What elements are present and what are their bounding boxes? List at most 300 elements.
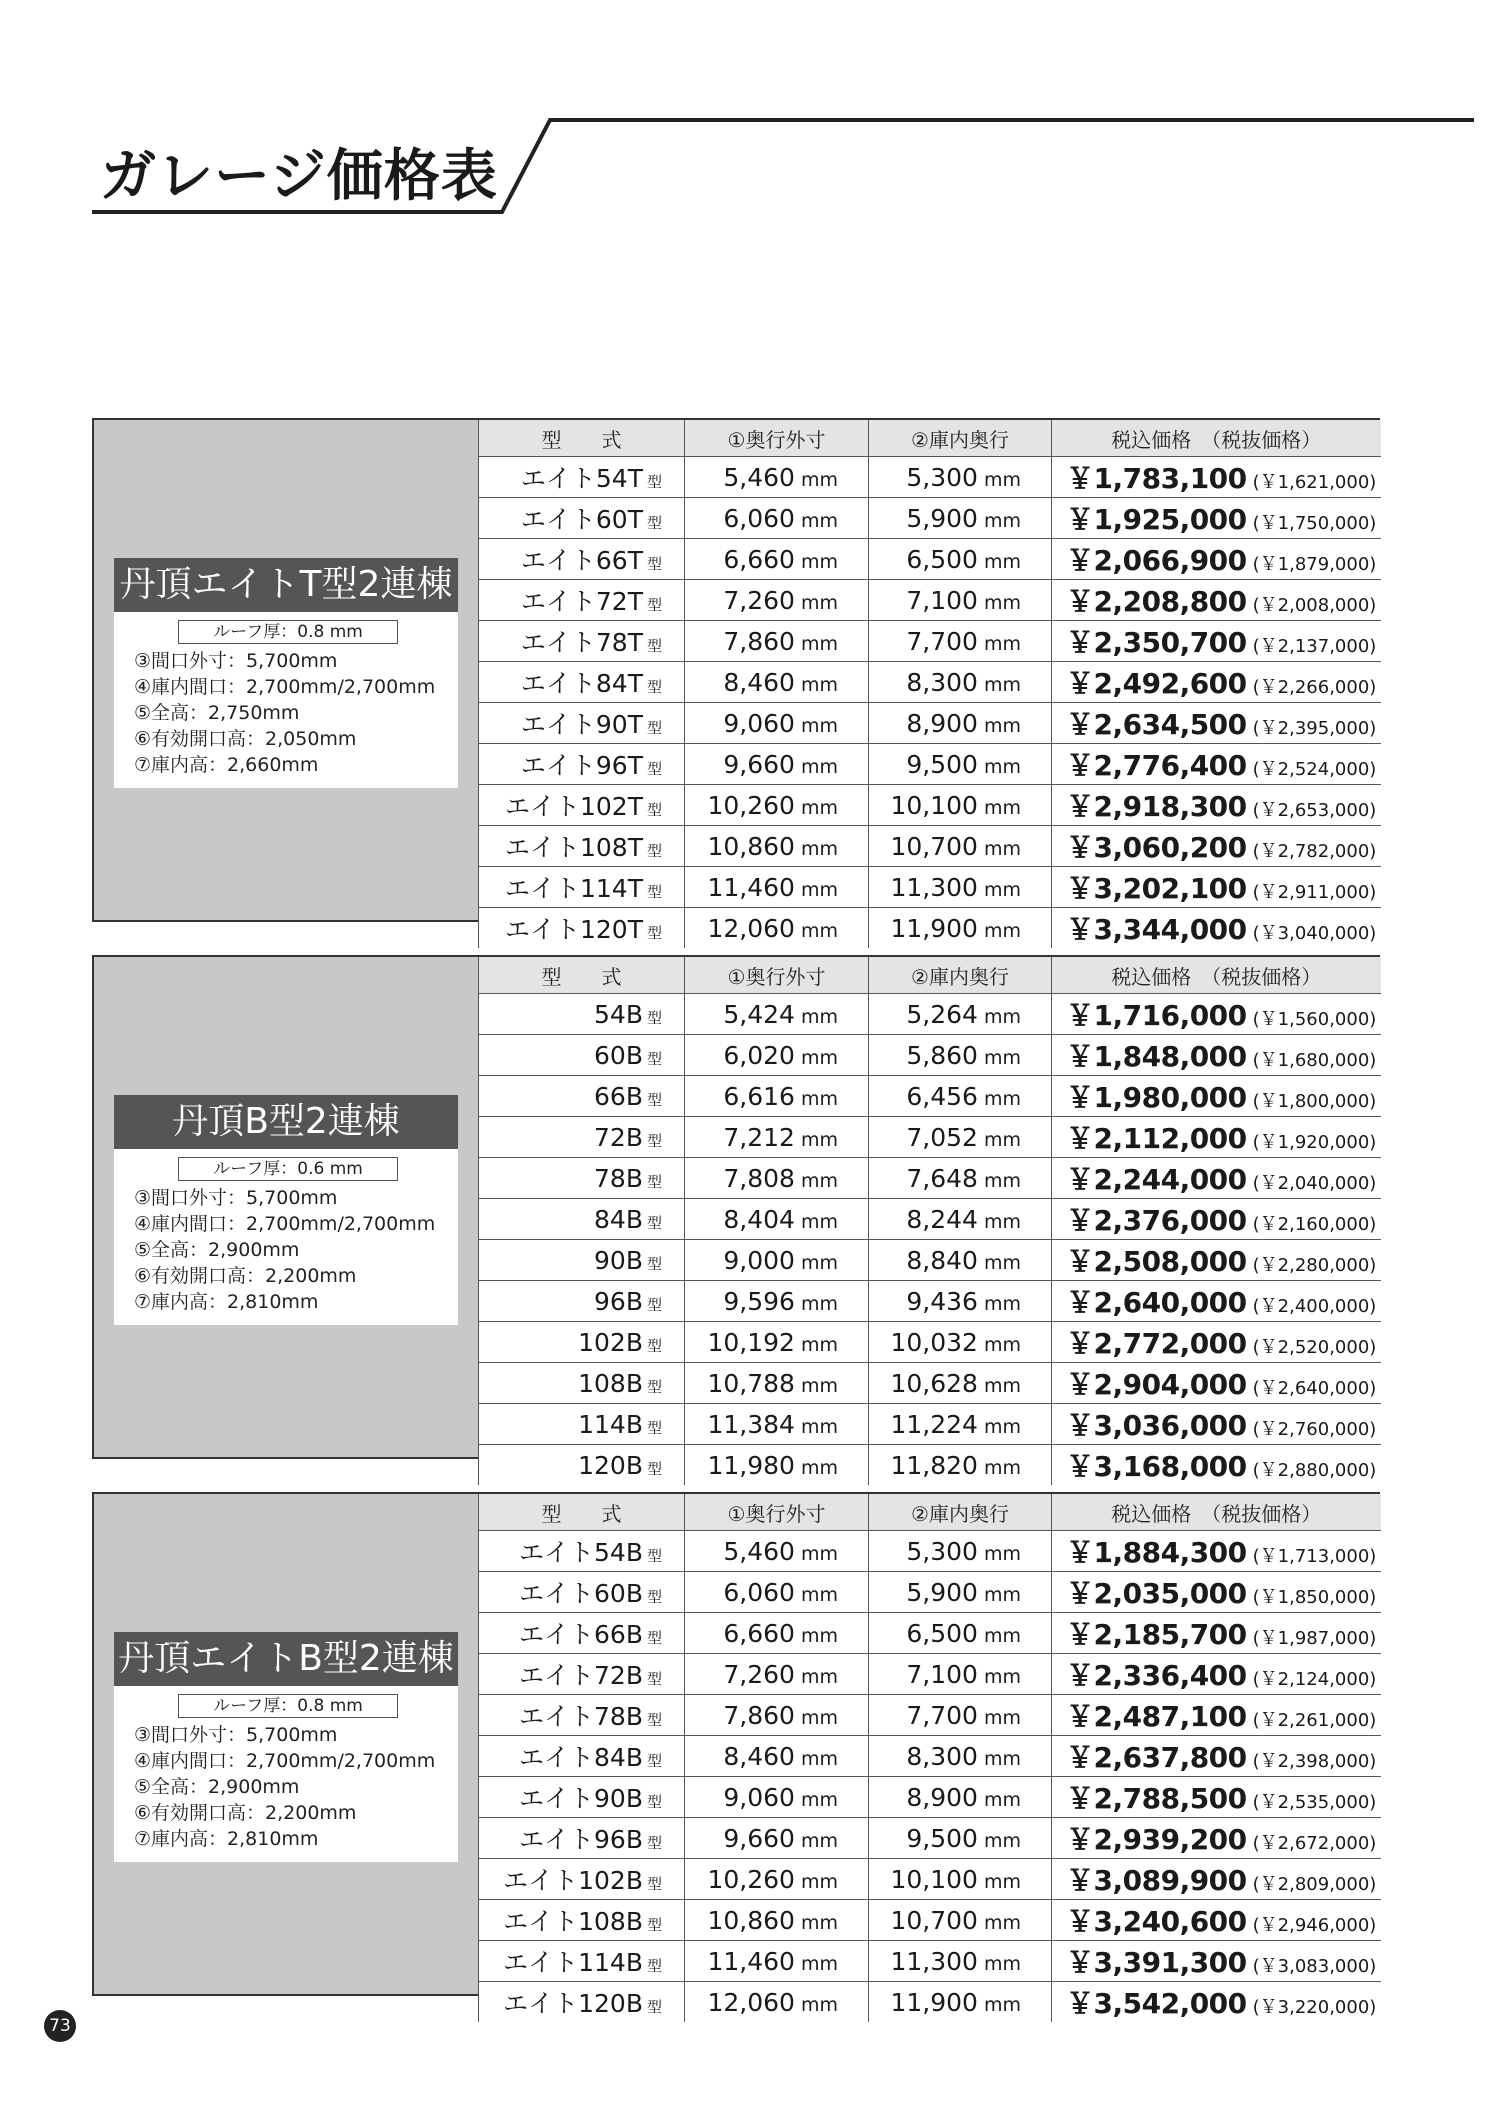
- unit-label: mm: [983, 919, 1021, 942]
- price-table: [478, 1494, 1381, 2022]
- outer-depth-value: 9,060: [723, 708, 795, 738]
- inner-depth-value: 11,300: [890, 872, 978, 902]
- price-excl-tax: (￥2,160,000): [1252, 1214, 1377, 1235]
- inner-depth-value: 10,700: [890, 1905, 978, 1935]
- inner-depth-value: 7,100: [906, 585, 978, 615]
- model-cell: [479, 1240, 685, 1281]
- inner-depth-value: 8,244: [906, 1204, 978, 1234]
- table-row: [479, 1158, 1381, 1199]
- price-excl-tax: (￥2,911,000): [1252, 882, 1377, 903]
- model-cell: [479, 1158, 685, 1199]
- table-row: [479, 662, 1381, 703]
- model-suffix: 型: [646, 883, 662, 901]
- spec-line: ④庫内間口：2,700mm/2,700mm: [134, 676, 436, 698]
- table-row: [479, 580, 1381, 621]
- price-excl-tax: (￥2,880,000): [1252, 1460, 1377, 1481]
- outer-depth-cell: [685, 1322, 869, 1363]
- spec-line: ⑥有効開口高：2,200mm: [134, 1802, 357, 1824]
- outer-depth-cell: [685, 1363, 869, 1404]
- price-cell: [1052, 1158, 1381, 1199]
- price-excl-tax: (￥1,750,000): [1252, 513, 1377, 534]
- price-incl-tax: ￥2,788,500: [1066, 1782, 1247, 1815]
- unit-label: mm: [800, 509, 838, 532]
- price-excl-tax: (￥2,524,000): [1252, 759, 1377, 780]
- unit-label: mm: [983, 1829, 1021, 1852]
- spec-line: ⑤全高：2,900mm: [134, 1776, 300, 1798]
- inner-depth-value: 10,100: [890, 790, 978, 820]
- outer-depth-value: 9,660: [723, 1823, 795, 1853]
- outer-depth-cell: [685, 621, 869, 662]
- inner-depth-cell: [869, 1158, 1052, 1199]
- outer-depth-cell: [685, 785, 869, 826]
- spec-line: ⑦庫内高：2,810mm: [134, 1291, 319, 1313]
- price-cell: [1052, 1199, 1381, 1240]
- table-row: [479, 621, 1381, 662]
- model-cell: [479, 539, 685, 580]
- outer-depth-cell: [685, 703, 869, 744]
- model-name: エイト84B: [519, 1743, 643, 1772]
- page-number: 73: [44, 2010, 76, 2042]
- unit-label: mm: [983, 1046, 1021, 1069]
- header-outer-depth: ①奥行外寸: [685, 957, 869, 994]
- model-series-title: 丹頂B型2連棟: [114, 1095, 458, 1149]
- inner-depth-cell: [869, 1777, 1052, 1818]
- unit-label: mm: [983, 1292, 1021, 1315]
- model-suffix: 型: [646, 1459, 662, 1478]
- table-row: [479, 703, 1381, 744]
- spec-line: ④庫内間口：2,700mm/2,700mm: [134, 1750, 436, 1772]
- price-excl-tax: (￥2,640,000): [1252, 1378, 1377, 1399]
- outer-depth-cell: [685, 1818, 869, 1859]
- price-cell: [1052, 662, 1381, 703]
- outer-depth-value: 6,060: [723, 1577, 795, 1607]
- model-cell: [479, 826, 685, 867]
- price-incl-tax: ￥2,508,000: [1066, 1245, 1247, 1278]
- page-title: ガレージ価格表: [100, 144, 498, 209]
- price-excl-tax: (￥2,653,000): [1252, 800, 1377, 821]
- model-cell: [479, 1777, 685, 1818]
- price-incl-tax: ￥2,035,000: [1066, 1577, 1247, 1610]
- model-name: 66B: [594, 1081, 643, 1111]
- price-excl-tax: (￥2,672,000): [1252, 1833, 1377, 1854]
- model-cell: [479, 994, 685, 1035]
- model-cell: [479, 1117, 685, 1158]
- inner-depth-cell: [869, 457, 1052, 498]
- outer-depth-cell: [685, 1572, 869, 1613]
- model-cell: [479, 1199, 685, 1240]
- inner-depth-value: 7,700: [906, 1700, 978, 1730]
- price-cell: [1052, 1363, 1381, 1404]
- model-specs: [114, 1686, 458, 1862]
- unit-label: mm: [983, 1993, 1021, 2016]
- model-suffix: 型: [646, 924, 662, 942]
- model-cell: [479, 867, 685, 908]
- price-cell: [1052, 1117, 1381, 1158]
- price-incl-tax: ￥3,089,900: [1066, 1864, 1247, 1897]
- model-suffix: 型: [646, 1418, 662, 1437]
- model-name: エイト114B: [503, 1948, 643, 1977]
- model-info-card: [114, 558, 458, 788]
- price-incl-tax: ￥1,925,000: [1066, 503, 1247, 536]
- inner-depth-cell: [869, 908, 1052, 949]
- model-cell: [479, 1695, 685, 1736]
- inner-depth-cell: [869, 539, 1052, 580]
- model-name: 102B: [578, 1327, 643, 1357]
- inner-depth-cell: [869, 1982, 1052, 2023]
- outer-depth-value: 10,192: [707, 1327, 795, 1357]
- header-model: 型 式: [479, 957, 685, 994]
- inner-depth-value: 8,840: [906, 1245, 978, 1275]
- table-row: [479, 1117, 1381, 1158]
- inner-depth-value: 8,300: [906, 1741, 978, 1771]
- outer-depth-cell: [685, 1695, 869, 1736]
- model-suffix: 型: [646, 801, 662, 819]
- outer-depth-cell: [685, 1613, 869, 1654]
- price-incl-tax: ￥3,168,000: [1066, 1450, 1247, 1483]
- header-outer-depth: ①奥行外寸: [685, 420, 869, 457]
- model-suffix: 型: [646, 1090, 662, 1109]
- outer-depth-cell: [685, 867, 869, 908]
- unit-label: mm: [983, 632, 1021, 655]
- model-suffix: 型: [646, 1172, 662, 1191]
- unit-label: mm: [800, 1333, 838, 1356]
- outer-depth-value: 10,260: [707, 790, 795, 820]
- inner-depth-value: 10,700: [890, 831, 978, 861]
- table-row: [479, 1613, 1381, 1654]
- outer-depth-cell: [685, 908, 869, 949]
- inner-depth-value: 5,900: [906, 1577, 978, 1607]
- price-cell: [1052, 744, 1381, 785]
- outer-depth-value: 9,000: [723, 1245, 795, 1275]
- model-series-title: 丹頂エイトB型2連棟: [114, 1632, 458, 1686]
- inner-depth-value: 10,628: [890, 1368, 978, 1398]
- model-suffix: 型: [646, 1711, 662, 1729]
- inner-depth-cell: [869, 1322, 1052, 1363]
- header-inner-depth: ②庫内奥行: [869, 957, 1052, 994]
- unit-label: mm: [800, 1374, 838, 1397]
- model-suffix: 型: [646, 1295, 662, 1314]
- inner-depth-value: 8,300: [906, 667, 978, 697]
- table-row: [479, 1982, 1381, 2023]
- outer-depth-value: 6,616: [723, 1081, 795, 1111]
- model-suffix: 型: [646, 1875, 662, 1893]
- price-excl-tax: (￥1,879,000): [1252, 554, 1377, 575]
- model-cell: [479, 703, 685, 744]
- unit-label: mm: [983, 1911, 1021, 1934]
- inner-depth-cell: [869, 621, 1052, 662]
- outer-depth-cell: [685, 826, 869, 867]
- unit-label: mm: [983, 837, 1021, 860]
- outer-depth-value: 5,460: [723, 462, 795, 492]
- model-cell: [479, 1982, 685, 2023]
- price-cell: [1052, 994, 1381, 1035]
- inner-depth-cell: [869, 1363, 1052, 1404]
- unit-label: mm: [800, 919, 838, 942]
- price-incl-tax: ￥2,776,400: [1066, 749, 1247, 782]
- price-excl-tax: (￥2,261,000): [1252, 1710, 1377, 1731]
- model-suffix: 型: [646, 1131, 662, 1150]
- table-row: [479, 867, 1381, 908]
- model-cell: [479, 1941, 685, 1982]
- price-incl-tax: ￥1,980,000: [1066, 1081, 1247, 1114]
- price-excl-tax: (￥1,920,000): [1252, 1132, 1377, 1153]
- price-cell: [1052, 457, 1381, 498]
- table-row: [479, 1777, 1381, 1818]
- price-incl-tax: ￥2,634,500: [1066, 708, 1247, 741]
- price-incl-tax: ￥1,783,100: [1066, 462, 1247, 495]
- table-row: [479, 1035, 1381, 1076]
- price-cell: [1052, 1322, 1381, 1363]
- model-name: エイト60B: [519, 1579, 643, 1608]
- unit-label: mm: [800, 591, 838, 614]
- model-name: エイト108T: [504, 833, 643, 862]
- model-name: 54B: [594, 999, 643, 1029]
- model-cell: [479, 1035, 685, 1076]
- model-cell: [479, 580, 685, 621]
- model-name: エイト72B: [519, 1661, 643, 1690]
- model-cell: [479, 1900, 685, 1941]
- outer-depth-value: 10,860: [707, 1905, 795, 1935]
- model-info-card: [114, 1095, 458, 1325]
- unit-label: mm: [983, 1210, 1021, 1233]
- price-incl-tax: ￥3,344,000: [1066, 913, 1247, 946]
- inner-depth-value: 6,456: [906, 1081, 978, 1111]
- table-row: [479, 457, 1381, 498]
- price-cell: [1052, 498, 1381, 539]
- inner-depth-cell: [869, 1613, 1052, 1654]
- model-cell: [479, 1818, 685, 1859]
- table-row: [479, 785, 1381, 826]
- outer-depth-cell: [685, 994, 869, 1035]
- outer-depth-cell: [685, 1240, 869, 1281]
- model-name: エイト120T: [504, 915, 643, 944]
- table-row: [479, 1076, 1381, 1117]
- inner-depth-cell: [869, 1572, 1052, 1613]
- unit-label: mm: [800, 1870, 838, 1893]
- price-incl-tax: ￥1,716,000: [1066, 999, 1247, 1032]
- model-name: エイト120B: [503, 1989, 643, 2018]
- unit-label: mm: [983, 1128, 1021, 1151]
- unit-label: mm: [983, 1415, 1021, 1438]
- unit-label: mm: [800, 755, 838, 778]
- inner-depth-cell: [869, 703, 1052, 744]
- model-suffix: 型: [646, 1588, 662, 1606]
- outer-depth-value: 7,212: [723, 1122, 795, 1152]
- price-incl-tax: ￥3,202,100: [1066, 872, 1247, 905]
- price-incl-tax: ￥2,185,700: [1066, 1618, 1247, 1651]
- model-name: 60B: [594, 1040, 643, 1070]
- section-b: [92, 955, 1380, 1483]
- price-incl-tax: ￥3,036,000: [1066, 1409, 1247, 1442]
- model-cell: [479, 498, 685, 539]
- unit-label: mm: [800, 1911, 838, 1934]
- model-cell: [479, 1076, 685, 1117]
- unit-label: mm: [800, 1706, 838, 1729]
- model-suffix: 型: [646, 1254, 662, 1273]
- unit-label: mm: [983, 1456, 1021, 1479]
- table-header-row: [479, 1494, 1381, 1531]
- outer-depth-value: 5,424: [723, 999, 795, 1029]
- price-excl-tax: (￥2,137,000): [1252, 636, 1377, 657]
- model-cell: [479, 1363, 685, 1404]
- model-name: エイト114T: [504, 874, 643, 903]
- price-incl-tax: ￥1,884,300: [1066, 1536, 1247, 1569]
- unit-label: mm: [983, 1087, 1021, 1110]
- outer-depth-value: 11,460: [707, 1946, 795, 1976]
- model-cell: [479, 1531, 685, 1572]
- price-cell: [1052, 1572, 1381, 1613]
- inner-depth-cell: [869, 1281, 1052, 1322]
- unit-label: mm: [800, 1456, 838, 1479]
- inner-depth-value: 5,300: [906, 1536, 978, 1566]
- price-excl-tax: (￥2,266,000): [1252, 677, 1377, 698]
- inner-depth-value: 11,224: [890, 1409, 978, 1439]
- model-specs: [114, 1149, 458, 1325]
- price-cell: [1052, 1404, 1381, 1445]
- inner-depth-value: 6,500: [906, 1618, 978, 1648]
- table-row: [479, 1199, 1381, 1240]
- inner-depth-cell: [869, 1736, 1052, 1777]
- table-row: [479, 1281, 1381, 1322]
- model-name: 108B: [578, 1368, 643, 1398]
- price-excl-tax: (￥1,560,000): [1252, 1009, 1377, 1030]
- outer-depth-cell: [685, 1158, 869, 1199]
- price-cell: [1052, 1613, 1381, 1654]
- unit-label: mm: [800, 1788, 838, 1811]
- price-cell: [1052, 1445, 1381, 1486]
- unit-label: mm: [800, 550, 838, 573]
- model-suffix: 型: [646, 1547, 662, 1565]
- price-excl-tax: (￥1,800,000): [1252, 1091, 1377, 1112]
- unit-label: mm: [800, 837, 838, 860]
- inner-depth-value: 5,860: [906, 1040, 978, 1070]
- unit-label: mm: [983, 1333, 1021, 1356]
- model-suffix: 型: [646, 1998, 662, 2016]
- model-cell: [479, 1736, 685, 1777]
- outer-depth-cell: [685, 1941, 869, 1982]
- unit-label: mm: [800, 1087, 838, 1110]
- price-incl-tax: ￥3,391,300: [1066, 1946, 1247, 1979]
- price-incl-tax: ￥2,492,600: [1066, 667, 1247, 700]
- price-table: [478, 420, 1381, 948]
- inner-depth-value: 6,500: [906, 544, 978, 574]
- unit-label: mm: [983, 509, 1021, 532]
- table-row: [479, 498, 1381, 539]
- inner-depth-cell: [869, 1035, 1052, 1076]
- unit-label: mm: [800, 468, 838, 491]
- inner-depth-cell: [869, 744, 1052, 785]
- unit-label: mm: [983, 550, 1021, 573]
- header-model: 型 式: [479, 1494, 685, 1531]
- table-row: [479, 826, 1381, 867]
- spec-line: ③間口外寸：5,700mm: [134, 650, 338, 672]
- inner-depth-value: 7,700: [906, 626, 978, 656]
- price-incl-tax: ￥2,350,700: [1066, 626, 1247, 659]
- model-suffix: 型: [646, 1008, 662, 1027]
- unit-label: mm: [983, 1952, 1021, 1975]
- inner-depth-value: 7,100: [906, 1659, 978, 1689]
- outer-depth-value: 11,384: [707, 1409, 795, 1439]
- inner-depth-cell: [869, 994, 1052, 1035]
- model-suffix: 型: [646, 596, 662, 614]
- outer-depth-value: 7,860: [723, 1700, 795, 1730]
- header-inner-depth: ②庫内奥行: [869, 1494, 1052, 1531]
- spec-line: ④庫内間口：2,700mm/2,700mm: [134, 1213, 436, 1235]
- unit-label: mm: [983, 1706, 1021, 1729]
- price-cell: [1052, 1818, 1381, 1859]
- unit-label: mm: [983, 1374, 1021, 1397]
- price-excl-tax: (￥2,535,000): [1252, 1792, 1377, 1813]
- inner-depth-cell: [869, 580, 1052, 621]
- price-cell: [1052, 1777, 1381, 1818]
- model-name: 72B: [594, 1122, 643, 1152]
- unit-label: mm: [800, 1210, 838, 1233]
- model-cell: [479, 744, 685, 785]
- table-row: [479, 1240, 1381, 1281]
- model-name: 96B: [594, 1286, 643, 1316]
- inner-depth-cell: [869, 1654, 1052, 1695]
- model-cell: [479, 1322, 685, 1363]
- inner-depth-cell: [869, 1404, 1052, 1445]
- outer-depth-value: 7,260: [723, 1659, 795, 1689]
- model-name: エイト84T: [520, 669, 643, 698]
- price-incl-tax: ￥1,848,000: [1066, 1040, 1247, 1073]
- model-cell: [479, 1654, 685, 1695]
- table-row: [479, 1531, 1381, 1572]
- model-suffix: 型: [646, 760, 662, 778]
- price-incl-tax: ￥2,637,800: [1066, 1741, 1247, 1774]
- price-excl-tax: (￥2,398,000): [1252, 1751, 1377, 1772]
- inner-depth-value: 10,100: [890, 1864, 978, 1894]
- price-cell: [1052, 1281, 1381, 1322]
- price-incl-tax: ￥3,240,600: [1066, 1905, 1247, 1938]
- outer-depth-value: 7,860: [723, 626, 795, 656]
- model-suffix: 型: [646, 1670, 662, 1688]
- inner-depth-cell: [869, 785, 1052, 826]
- outer-depth-cell: [685, 498, 869, 539]
- unit-label: mm: [983, 796, 1021, 819]
- price-cell: [1052, 1531, 1381, 1572]
- price-cell: [1052, 621, 1381, 662]
- unit-label: mm: [800, 632, 838, 655]
- model-name: 114B: [578, 1409, 643, 1439]
- price-incl-tax: ￥2,336,400: [1066, 1659, 1247, 1692]
- outer-depth-value: 6,660: [723, 1618, 795, 1648]
- inner-depth-value: 8,900: [906, 708, 978, 738]
- outer-depth-value: 10,860: [707, 831, 795, 861]
- table-row: [479, 1363, 1381, 1404]
- unit-label: mm: [800, 1128, 838, 1151]
- model-name: エイト54B: [519, 1538, 643, 1567]
- model-suffix: 型: [646, 842, 662, 860]
- outer-depth-value: 8,460: [723, 667, 795, 697]
- unit-label: mm: [800, 673, 838, 696]
- price-cell: [1052, 908, 1381, 949]
- inner-depth-value: 11,300: [890, 1946, 978, 1976]
- model-name: エイト78T: [520, 628, 643, 657]
- price-excl-tax: (￥1,850,000): [1252, 1587, 1377, 1608]
- unit-label: mm: [800, 1169, 838, 1192]
- outer-depth-cell: [685, 539, 869, 580]
- price-cell: [1052, 1900, 1381, 1941]
- outer-depth-cell: [685, 1736, 869, 1777]
- outer-depth-cell: [685, 457, 869, 498]
- outer-depth-value: 12,060: [707, 1987, 795, 2017]
- unit-label: mm: [983, 1747, 1021, 1770]
- price-incl-tax: ￥2,112,000: [1066, 1122, 1247, 1155]
- model-suffix: 型: [646, 719, 662, 737]
- price-cell: [1052, 1736, 1381, 1777]
